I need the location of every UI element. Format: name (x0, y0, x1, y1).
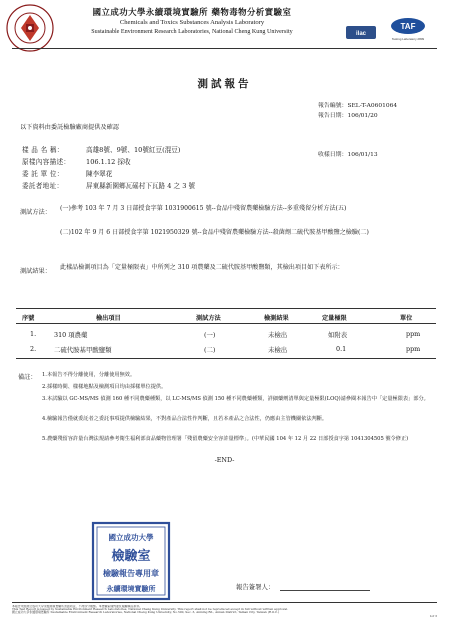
sample-description-label: 原樣內容描述： (22, 158, 71, 166)
note-item: 3.本試驗以 GC-MS/MS 偵測 160 種不同農藥種類，以 LC-MS/MS 偵測 150 種不同農藥種類，詳細藥劑清單與定量極限(LOQ)請參閱本報告中「定量極限表」部分。 (42, 396, 429, 402)
svg-text:檢驗報告專用章: 檢驗報告專用章 (103, 568, 159, 578)
methods-label: 測試方法： (20, 209, 51, 216)
svg-text:檢驗室: 檢驗室 (111, 549, 151, 564)
sample-date-label: 收樣日期： (318, 152, 348, 158)
table-cell-no: 2. (30, 345, 37, 353)
note-item: 1.本報告不得分離使用，分離使用無效。 (42, 372, 136, 378)
org-name-english-line1: Chemicals and Toxics Substances Analysis Laboratory (119, 19, 265, 26)
table-cell-loq: 0.1 (336, 345, 347, 353)
sample-name: 高雄8號、9號、10號紅豆(混豆) (86, 146, 181, 154)
svg-text:ilac: ilac (355, 31, 367, 37)
col-header-result: 檢測結果 (264, 315, 289, 322)
note-item: 2.採樣時間、樣樣地點及檢測項目均由採樣單位提供。 (42, 384, 167, 390)
ilac-mra-badge (346, 24, 376, 37)
svg-text:永續環境實驗所: 永續環境實驗所 (106, 584, 156, 593)
col-header-no: 序號 (22, 315, 35, 322)
client-name: 陳李翠花 (86, 170, 113, 178)
report-number: SEL-T-A0601064 (347, 103, 398, 109)
sample-description: 106.1.12 採收 (86, 158, 131, 166)
report-date-label: 報告日期： (318, 113, 348, 119)
table-cell-unit: ppm (406, 330, 421, 338)
footer-address: 國立成功大學永續環境實驗所 Sustainable Environment Research Laboratories, National Cheng Kung University, No.500, Sec. 3, Anming Rd., Annan District, Tainan City, Taiwan (R.O.C.) (12, 610, 280, 615)
col-header-item: 檢出項目 (96, 315, 121, 322)
footer-disclaimer-cn: 本報告未經國立成功大學永續環境實驗所書面同意，不得部分複製。本實驗室僅對委託檢驗樣品負責。 (12, 605, 143, 608)
table-cell-loq: 如附表 (328, 331, 348, 339)
method-item: (一)參考 103 年 7 月 3 日部授食字第 1031900615 號--食品中殘留農藥檢驗方法--多重殘留分析方法(五) (60, 205, 347, 212)
report-number-row (318, 100, 397, 109)
table-cell-result: 未檢出 (268, 346, 288, 354)
org-name-chinese: 國立成功大學永續環境實驗所 藥物毒物分析實驗室 (92, 7, 292, 17)
table-cell-unit: ppm (406, 345, 421, 353)
report-title: 測試報告 (197, 78, 252, 90)
svg-text:TAF: TAF (400, 22, 416, 31)
header-divider (12, 48, 437, 49)
svg-text:Testing Laboratory 2809: Testing Laboratory 2809 (391, 37, 425, 41)
table-cell-no: 1. (30, 330, 37, 338)
col-header-loq: 定量極限 (322, 315, 347, 322)
report-date: 106/01/20 (347, 113, 378, 119)
svg-text:國立成功大學: 國立成功大學 (108, 533, 154, 542)
result-label: 測試結果： (20, 268, 51, 275)
footer-disclaimer-en: This Test Report is issued by Sustainable Environment Research Laboratories, National Cheng Kung University. This report shall not be reproduced except in full without written approval. (12, 607, 288, 612)
report-date-row (318, 110, 378, 119)
page-number: 1of 3 (429, 613, 437, 618)
table-cell-item: 二硫代胺基甲酸鹽類 (54, 346, 112, 354)
table-bottom-rule (16, 358, 436, 359)
result-statement: 此樣品檢測項目為「定量極限表」中所列之 310 項農藥及二硫代胺基甲酸鹽類，其檢出項目如下表所示： (60, 264, 344, 271)
method-item: (二)102 年 9 月 6 日部授食字第 1021950329 號--食品中殘留農藥檢驗方法--殺菌劑二硫代胺基甲酸鹽之檢驗(二) (60, 229, 369, 236)
end-marker: -END- (214, 456, 235, 464)
sample-name-label: 樣 品 名 稱： (22, 146, 64, 154)
org-name-english-line2: Sustainable Environment Research Laboratories, National Cheng Kung University (91, 29, 293, 35)
signature-line (280, 590, 370, 591)
client-address: 屏東縣新園鄉瓦磘村下瓦路 4 之 3 號 (86, 182, 196, 190)
client-label: 委 託 單 位： (22, 170, 64, 178)
note-item: 4.檢驗報告僅就委託者之委託事項提供檢驗結果，不對產品合法性作判斷，且若本產品之合法性，仍應由主管機關依法判斷。 (42, 416, 328, 422)
notes-label: 備註： (18, 374, 37, 381)
client-address-label: 委託者地址： (22, 182, 64, 190)
footer-text (12, 605, 437, 637)
sample-date: 106/01/13 (347, 152, 378, 158)
signer-label: 報告簽署人： (236, 583, 275, 591)
intro-statement: 以下資料由委託檢驗廠商提供及確認 (20, 124, 119, 131)
taf-accreditation-badge (388, 16, 428, 46)
report-number-label: 報告編號： (318, 103, 348, 109)
table-top-rule (16, 308, 436, 309)
col-header-method: 測試方法 (196, 315, 221, 322)
col-header-unit: 單位 (400, 315, 413, 322)
sample-date-row (318, 149, 378, 158)
table-cell-result: 未檢出 (268, 331, 288, 339)
table-cell-method: (一) (204, 331, 216, 339)
university-seal-logo (6, 4, 54, 52)
table-cell-item: 310 項農藥 (54, 331, 88, 339)
inspection-seal-stamp (90, 520, 172, 602)
footer-divider (12, 602, 437, 603)
table-cell-method: (二) (204, 346, 216, 354)
note-item: 5.農藥殘留容許量台灣法規請參考衛生福利部食品藥物管理署「殘留農藥安全容許量標準」。(中華民國 104 年 12 月 22 日部授食字第 1041304505 號令修正) (42, 436, 409, 442)
table-header-rule (16, 323, 436, 324)
